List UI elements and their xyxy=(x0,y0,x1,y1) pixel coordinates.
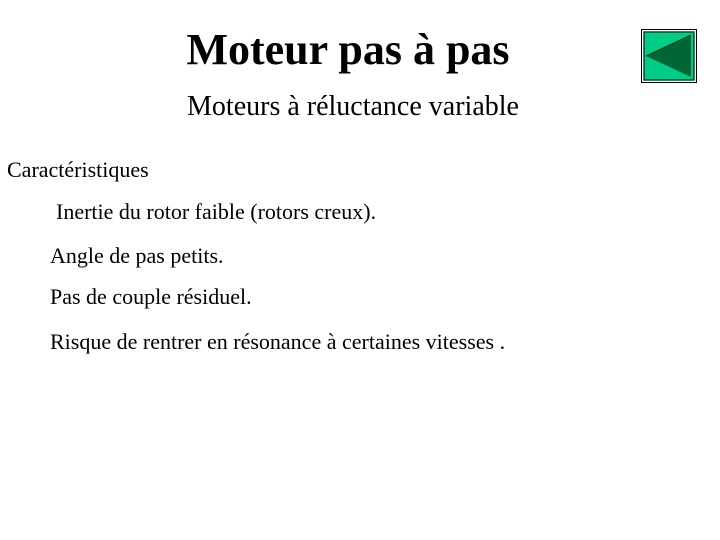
section-heading: Caractéristiques xyxy=(7,157,149,182)
list-item: Angle de pas petits. xyxy=(50,243,224,268)
list-item: Inertie du rotor faible (rotors creux). xyxy=(56,199,377,224)
list-item: Risque de rentrer en résonance à certaines vitesses . xyxy=(50,329,506,354)
slide-subtitle: Moteurs à réluctance variable xyxy=(187,91,519,122)
list-item: Pas de couple résiduel. xyxy=(50,284,252,309)
slide-title: Moteur pas à pas xyxy=(186,25,510,74)
back-arrow-icon xyxy=(641,29,697,83)
back-button[interactable] xyxy=(641,29,697,83)
